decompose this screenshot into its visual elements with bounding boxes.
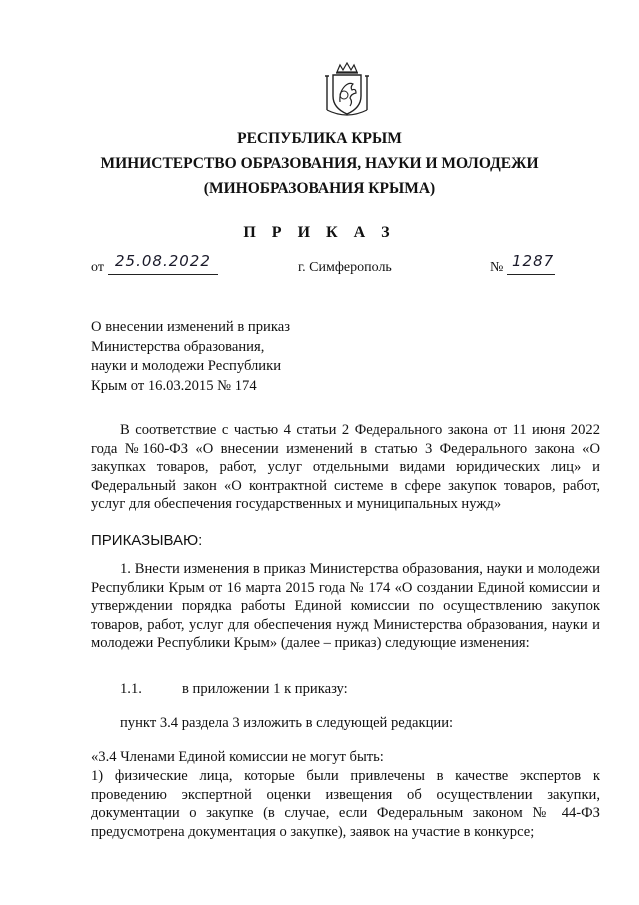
header-ministry-short: (МИНОБРАЗОВАНИЯ КРЫМА)	[203, 180, 436, 197]
subject-line: О внесении изменений в приказ	[91, 319, 290, 335]
subject-line: Крым от 16.03.2015 № 174	[91, 377, 257, 394]
subject-line: Министерства образования,	[91, 338, 265, 355]
point-paragraph: пункт 3.4 раздела 3 изложить в следующей редакции:	[120, 715, 454, 731]
city-label: г. Симферополь	[298, 260, 392, 275]
date-prefix: от	[91, 260, 104, 275]
preamble-paragraph: В соответствие с частью 4 статьи 2 Федерального закона от 11 июня 2022 года №160-ФЗ «О внесении изменений в статью 3 Федерального закона «О закупках товаров, работ, услуг отдельными видами юридических лиц» и Федеральный закон «О контрактной системе в сфере закупок товаров, работ, услуг для обеспечения государственных и муниципальных нужд»	[91, 422, 600, 512]
header-ministry: МИНИСТЕРСТВО ОБРАЗОВАНИЯ, НАУКИ И МОЛОДЕЖИ	[100, 155, 539, 172]
item-1-1	[91, 680, 600, 699]
handwritten-number: 1287	[512, 252, 555, 270]
item-1-1-number: 1.1.	[120, 681, 142, 697]
number-prefix: №	[490, 260, 504, 275]
item-1-paragraph: 1. Внести изменения в приказ Министерства образования, науки и молодежи Республики Крым от 16 марта 2015 года № 174 «О создании Единой комиссии и утверждении порядка работы Единой комиссии по осуществлению закупок товаров, работ, услуг для обеспечения нужд Министерства образования, науки и молодежи Республики Крым» (далее – приказ) следующие изменения:	[91, 561, 600, 651]
order-title: П Р И К А З	[243, 224, 396, 241]
order-subject	[91, 318, 351, 396]
subject-line: науки и молодежи Республики	[91, 358, 282, 374]
quote-item-1: 1) физические лица, которые были привлечены в качестве экспертов к проведению экспертной оценки извещения об осуществлении закупки, документации о закупке (в случае, если Федеральным законом № 44-ФЗ предусмотрена документация о закупке), заявок на участие в конкурсе;	[91, 768, 600, 840]
item-1-1-text: в приложении 1 к приказу:	[182, 681, 348, 697]
header-republic: РЕСПУБЛИКА КРЫМ	[237, 130, 402, 147]
handwritten-date: 25.08.2022	[115, 252, 211, 270]
quote-heading: «3.4 Членами Единой комиссии не могут быть:	[91, 749, 384, 765]
coat-of-arms-emblem	[323, 62, 371, 118]
order-word: ПРИКАЗЫВАЮ:	[91, 532, 203, 549]
